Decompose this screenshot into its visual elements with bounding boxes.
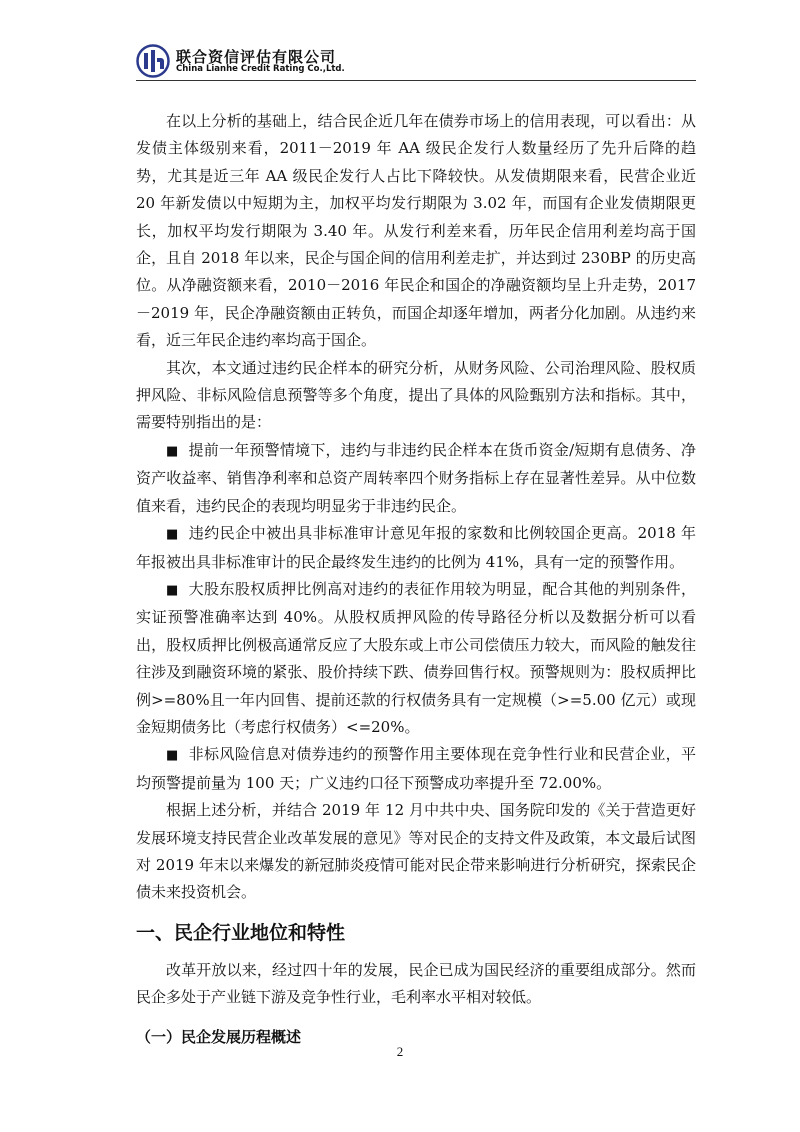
header-divider: [136, 80, 696, 81]
bullet-square-icon: ■: [166, 582, 179, 598]
bullet-text: 非标风险信息对债券违约的预警作用主要体现在竞争性行业和民营企业，平均预警提前量为 100 天；广义违约口径下预警成功率提升至 72.00%。: [136, 745, 696, 792]
closing-paragraph: 根据上述分析，并结合 2019 年 12 月中共中央、国务院印发的《关于营造更好发展环境支持民营企业改革发展的意见》等对民企的支持文件及政策，本文最后试图对 2019 年末以来爆发的新冠肺炎疫情可能对民企带来影响进行分析研究，探索民企债未来投资机会。: [136, 801, 696, 902]
bullet-item-2: [136, 520, 696, 576]
bullet-square-icon: ■: [166, 527, 179, 543]
bullet-text: 提前一年预警情境下，违约与非违约民企样本在货币资金/短期有息债务、净资产收益率、销售净利率和总资产周转率四个财务指标上存在显著性差异。从中位数值来看，违约民企的表现均明显劣于非违约民企。: [136, 440, 696, 515]
bullet-text: 大股东股权质押比例高对违约的表征作用较为明显，配合其他的判别条件，实证预警准确率达到 40%。从股权质押风险的传导路径分析以及数据分析可以看出，股权质押比例极高通常反应了大股东或上市公司偿债压力较大，而风险的触发往往涉及到融资环境的紧张、股价持续下跌、债券回售行权。预警规则为：股权质押比例>=80%且一年内回售、提前还款的行权债务具有一定规模（>=5.00 亿元）或现金短期债务比（考虑行权债务）<=20%。: [136, 579, 696, 736]
intro-paragraph-2: 其次，本文通过违约民企样本的研究分析，从财务风险、公司治理风险、股权质押风险、非标风险信息预警等多个角度，提出了具体的风险甄别方法和指标。其中，需要特别指出的是：: [136, 358, 696, 432]
page-number: 2: [396, 1044, 404, 1059]
bullet-square-icon: ■: [166, 748, 179, 764]
document-body: [136, 108, 696, 1050]
page-header: [136, 44, 696, 80]
section-paragraph: 改革开放以来，经过四十年的发展，民企已成为国民经济的重要组成部分。然而民企多处于产业链下游及竞争性行业，毛利率水平相对较低。: [136, 960, 696, 1007]
bullet-item-3: [136, 576, 696, 741]
company-name-cn: 联合资信评估有限公司: [176, 48, 337, 66]
intro-paragraph-1: 在以上分析的基础上，结合民企近几年在债券市场上的信用表现，可以看出：从发债主体级别来看，2011－2019 年 AA 级民企发行人数量经历了先升后降的趋势，尤其是近三年 AA 级民企发行人占比下降较快。从发债期限来看，民营企业近 20 年新发债以中短期为主，加权平均发行期限为 3.02 年，而国有企业发债期限更长，加权平均发行期限为 3.40 年。从发行利差来看，历年民企信用利差均高于国企，且自 2018 年以来，民企与国企间的信用利差走扩，并达到过 230BP 的历史高位。从净融资额来看，2010－2016 年民企和国企的净融资额均呈上升走势，2017－2019 年，民企净融资额由正转负，而国企却逐年增加，两者分化加剧。从违约来看，近三年民企违约率均高于国企。: [136, 112, 696, 350]
section-heading: 一、民企行业地位和特性: [136, 921, 346, 944]
bullet-item-1: [136, 437, 696, 520]
company-logo-icon: [136, 44, 170, 78]
bullet-text: 违约民企中被出具非标准审计意见年报的家数和比例较国企更高。2018 年年报被出具非标准审计的民企最终发生违约的比例为 41%，具有一定的预警作用。: [136, 524, 696, 571]
company-name-en: China Lianhe Credit Rating Co.,Ltd.: [176, 64, 345, 74]
subsection-heading: （一）民企发展历程概述: [136, 1027, 302, 1046]
bullet-item-4: [136, 741, 696, 797]
bullet-square-icon: ■: [166, 443, 179, 459]
